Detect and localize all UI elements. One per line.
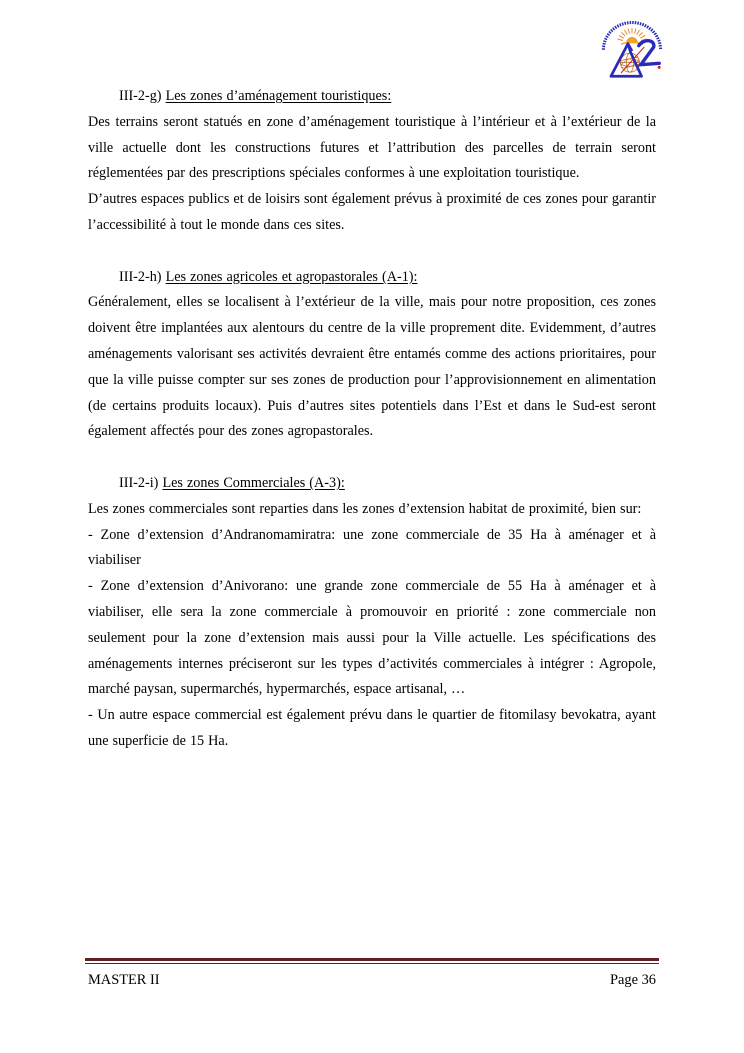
footer-divider	[85, 958, 659, 964]
footer-document-title: MASTER II	[88, 972, 160, 988]
section-number: III-2-g)	[119, 88, 162, 104]
section-commercial-zones	[88, 471, 656, 755]
university-crest-icon	[598, 13, 666, 81]
university-crest-logo	[598, 13, 666, 81]
section-title: Les zones Commerciales (A-3):	[162, 474, 345, 491]
section-number: III-2-h)	[119, 268, 162, 285]
page-footer	[88, 969, 656, 991]
section-heading	[88, 471, 656, 497]
section-heading	[88, 84, 656, 110]
arc-text-icon	[603, 23, 660, 50]
paragraph: D’autres espaces publics et de loisirs sont également prévus à proximité de ces zones pour garantir l’accessibilité à tout le monde dans ces sites.	[88, 191, 656, 233]
section-title: Les zones d’aménagement touristiques:	[165, 88, 392, 104]
two-glyph-icon	[639, 41, 659, 65]
section-number: III-2-i)	[119, 474, 159, 491]
paragraph: Des terrains seront statués en zone d’aménagement touristique à l’intérieur et à l’extérieur de la ville actuelle dont les constructions futures et l’attribution des parcelles de terrain seront réglementées par des prescriptions spéciales conformes à une exploitation touristique.	[88, 113, 656, 182]
section-agricultural-zones	[88, 265, 656, 446]
footer-page-number: Page 36	[610, 972, 656, 988]
paragraph: - Zone d’extension d’Anivorano: une grande zone commerciale de 55 Ha à aménager et à viabiliser, elle sera la zone commerciale à promouvoir en priorité : zone commerciale non seulement pour la zone d’extension mais aussi pour la Ville actuelle. Les spécifications des aménagements internes préciseront sur les types d’activités commerciales à intégrer : Agropole, marché paysan, supermarchés, hypermarchés, espace artisanal, …	[88, 578, 656, 698]
document-body	[88, 84, 656, 755]
section-heading	[88, 265, 656, 291]
paragraph: - Un autre espace commercial est également prévu dans le quartier de fitomilasy bevokatra, ayant une superficie de 15 Ha.	[88, 707, 656, 749]
paragraph: Les zones commerciales sont reparties dans les zones d’extension habitat de proximité, bien sur:	[88, 500, 642, 517]
section-title: Les zones agricoles et agropastorales (A-1):	[165, 268, 418, 285]
red-dot-icon	[658, 66, 661, 69]
section-tourist-zones	[88, 84, 656, 239]
paragraph: Généralement, elles se localisent à l’extérieur de la ville, mais pour notre proposition, ces zones doivent être implantées aux alentours du centre de la ville proprement dite. Evidemment, d’autres aménagements valorisant ses activités devraient être entamés comme des actions prioritaires, pour que la ville puisse compter sur ses zones de production pour l’approvisionnement en alimentation (de certains produits locaux). Puis d’autres sites potentiels dans l’Est et dans le Sud-est seront également affectés pour des zones agropastorales.	[88, 294, 656, 440]
paragraph: - Zone d’extension d’Andranomamiratra: une zone commerciale de 35 Ha à aménager et à viabiliser	[88, 526, 656, 569]
